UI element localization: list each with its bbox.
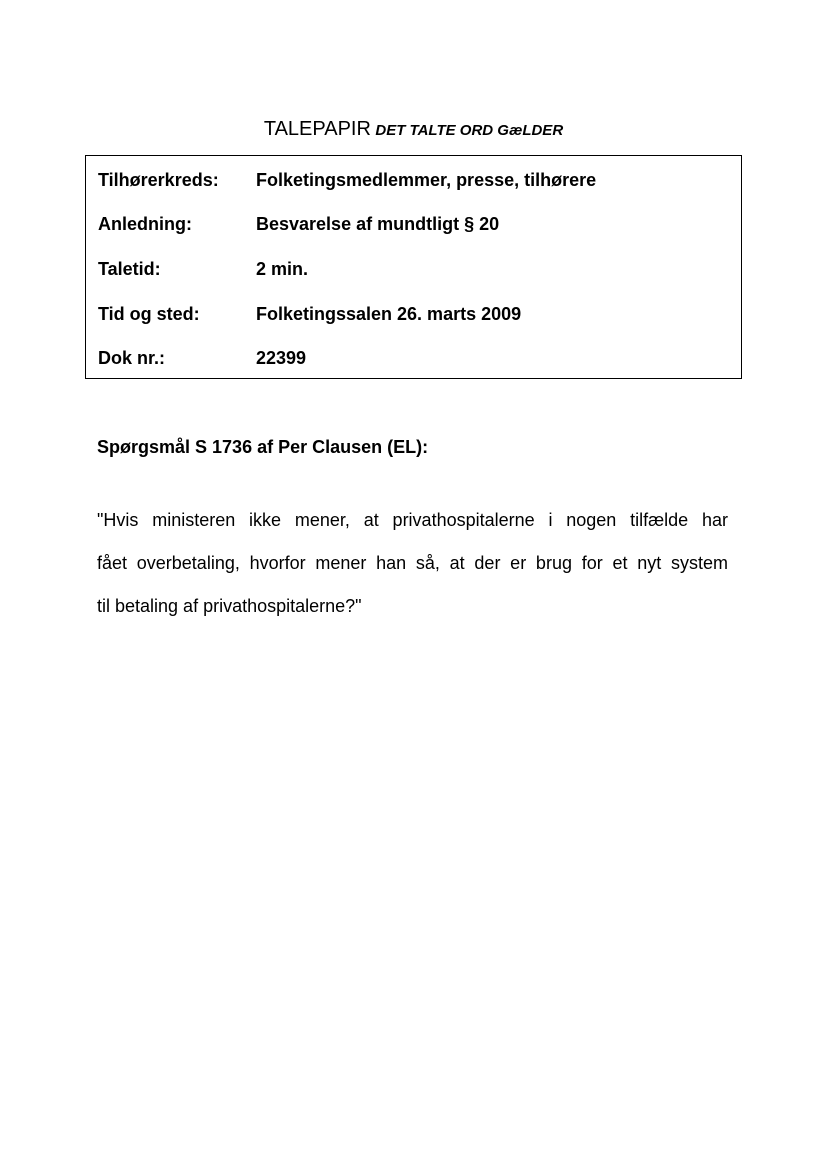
- info-value: Besvarelse af mundtligt § 20: [256, 214, 500, 234]
- info-value: 2 min.: [256, 259, 309, 279]
- question-text: [97, 499, 728, 628]
- info-box: [85, 155, 742, 379]
- info-value: Folketingsmedlemmer, presse, tilhørere: [256, 170, 597, 190]
- question-line: fået overbetaling, hvorfor mener han så, at der er brug for et nyt system: [97, 553, 728, 573]
- info-value: Folketingssalen 26. marts 2009: [256, 304, 522, 324]
- info-label: Taletid:: [98, 259, 161, 279]
- info-label: Tilhørerkreds:: [98, 170, 219, 190]
- info-value: 22399: [256, 348, 307, 368]
- info-label: Tid og sted:: [98, 304, 200, 324]
- info-label: Anledning:: [98, 214, 192, 234]
- info-label: Dok nr.:: [98, 348, 166, 368]
- document-subtitle: DET TALTE ORD GæLDER: [375, 122, 564, 139]
- document-header: [0, 118, 827, 141]
- question-line: "Hvis ministeren ikke mener, at privathospitalerne i nogen tilfælde har: [97, 510, 728, 530]
- question-heading: Spørgsmål S 1736 af Per Clausen (EL):: [97, 437, 429, 457]
- document-title: TALEPAPIR: [263, 118, 371, 140]
- question-line: til betaling af privathospitalerne?": [97, 596, 362, 616]
